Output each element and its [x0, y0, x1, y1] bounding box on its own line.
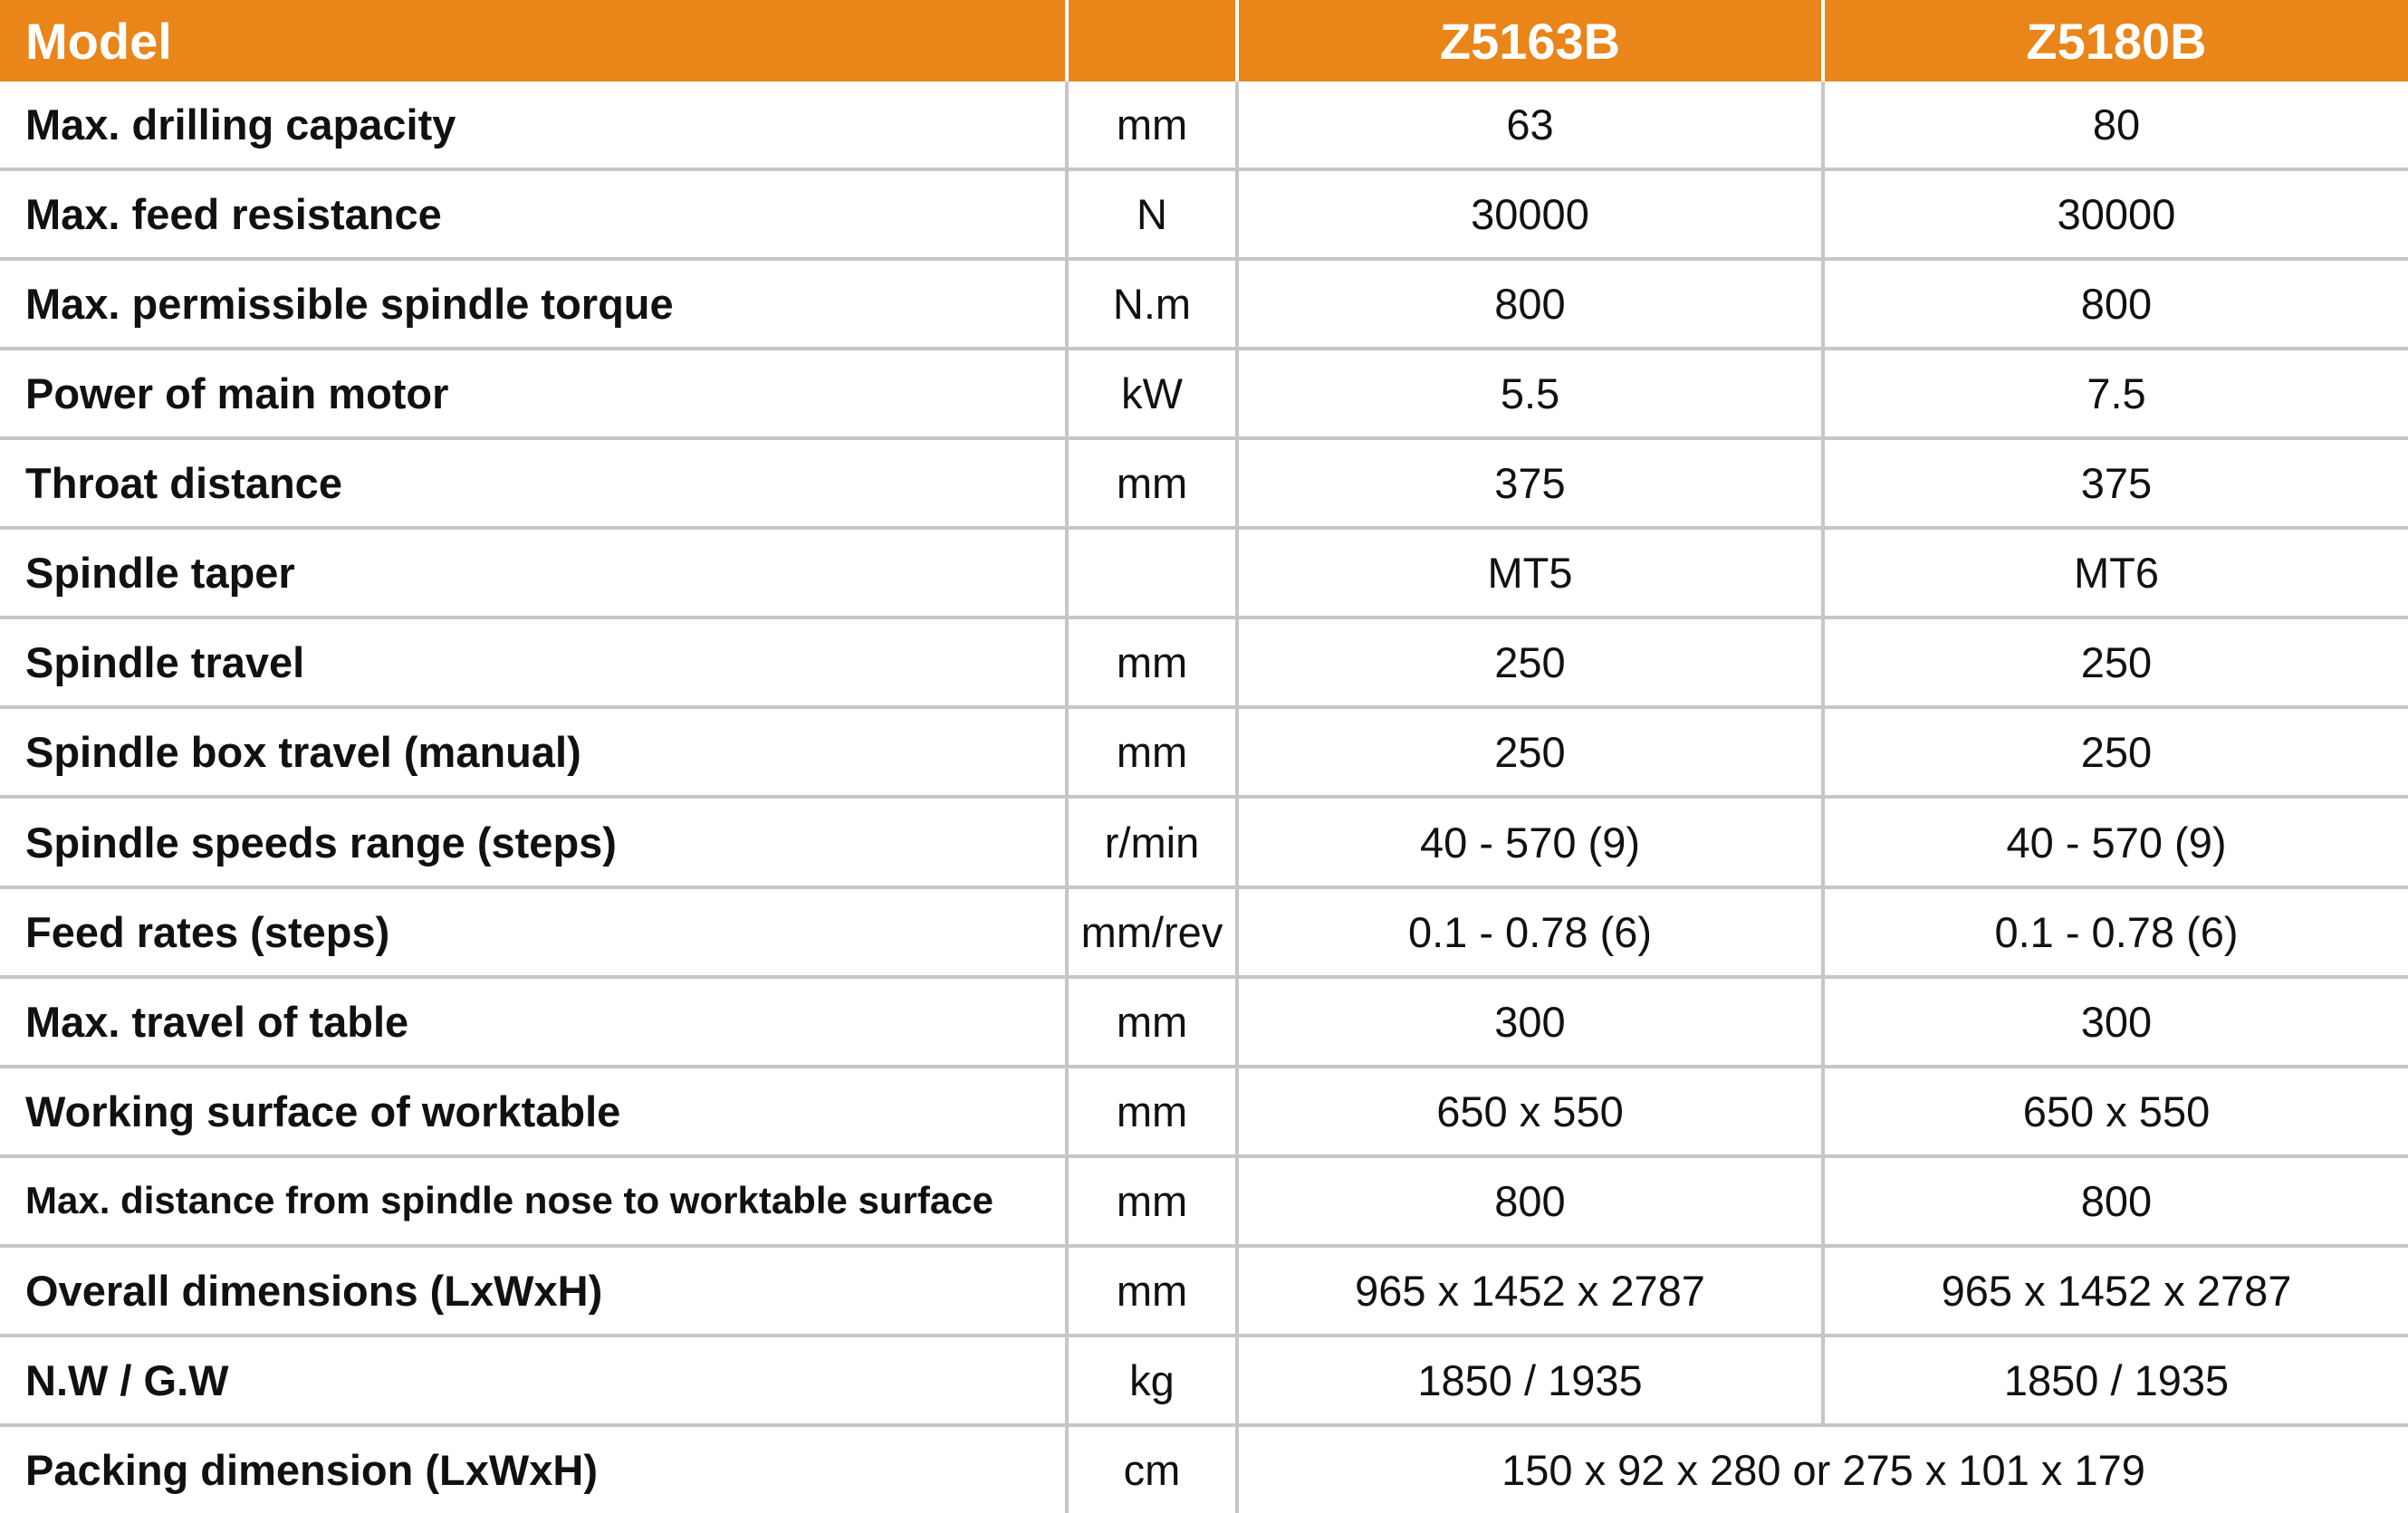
param-label: N.W / G.W [0, 1336, 1067, 1425]
table-row [0, 1156, 2408, 1246]
value-z5163b: 300 [1237, 977, 1823, 1067]
value-z5163b: 375 [1237, 438, 1823, 528]
value-z5180b: 800 [1823, 259, 2408, 349]
model-header: Model [0, 0, 1067, 81]
unit-cell: mm/rev [1067, 887, 1237, 977]
value-z5180b: 250 [1823, 618, 2408, 707]
unit-cell: mm [1067, 1246, 1237, 1336]
unit-cell: mm [1067, 977, 1237, 1067]
param-label: Throat distance [0, 438, 1067, 528]
value-z5163b: 5.5 [1237, 349, 1823, 438]
table-row [0, 259, 2408, 349]
value-z5163b: 40 - 570 (9) [1237, 797, 1823, 886]
value-z5163b: 250 [1237, 707, 1823, 797]
unit-cell: mm [1067, 1067, 1237, 1156]
value-z5180b: 80 [2092, 101, 2141, 149]
param-label: Overall dimensions (LxWxH) [0, 1246, 1067, 1336]
value-z5163b: 250 [1237, 618, 1823, 707]
unit-header [1067, 0, 1237, 81]
unit-cell: mm [1067, 81, 1237, 169]
value-z5163b: 650 x 550 [1237, 1067, 1823, 1156]
table-row [0, 977, 2408, 1067]
param-label: Max. travel of table [0, 977, 1067, 1067]
table-body [0, 81, 2408, 1513]
param-label: Spindle travel [0, 618, 1067, 707]
table-row [0, 707, 2408, 797]
value-z5163b: 965 x 1452 x 2787 [1237, 1246, 1823, 1336]
table-row [0, 1067, 2408, 1156]
unit-cell: kg [1067, 1336, 1237, 1425]
value-z5180b: 0.1 - 0.78 (6) [1823, 887, 2408, 977]
unit-cell: cm [1067, 1425, 1237, 1513]
value-z5180b: 375 [1823, 438, 2408, 528]
value-z5163b: 63 [1237, 81, 1823, 169]
model-z5180b-header: Z5180B [1823, 0, 2408, 81]
param-label: Spindle speeds range (steps) [0, 797, 1067, 886]
value-z5180b: 250 [1823, 707, 2408, 797]
table-row [0, 528, 2408, 618]
unit-cell: mm [1067, 438, 1237, 528]
param-label: Packing dimension (LxWxH) [0, 1425, 1067, 1513]
value-z5180b: 1850 / 1935 [1823, 1336, 2408, 1425]
param-label: Max. permissible spindle torque [0, 259, 1067, 349]
unit-cell [1067, 528, 1237, 618]
table-header-row [0, 0, 2408, 81]
value-packing: 150 x 92 x 280 or 275 x 101 x 179 [1237, 1425, 2408, 1513]
unit-cell: mm [1067, 707, 1237, 797]
value-z5180b: MT6 [1823, 528, 2408, 618]
value-z5180b: 300 [1823, 977, 2408, 1067]
param-label: Feed rates (steps) [0, 887, 1067, 977]
value-z5163b: 30000 [1237, 169, 1823, 259]
value-z5180b: 7.5 [1823, 349, 2408, 438]
param-label: Spindle box travel (manual) [0, 707, 1067, 797]
value-z5163b: 800 [1237, 1156, 1823, 1246]
table-row [0, 81, 2408, 169]
unit-cell: kW [1067, 349, 1237, 438]
table-row [0, 618, 2408, 707]
unit-cell: mm [1067, 618, 1237, 707]
value-z5180b: 650 x 550 [1823, 1067, 2408, 1156]
value-z5163b: 800 [1237, 259, 1823, 349]
param-label: Max. feed resistance [0, 169, 1067, 259]
value-z5180b: 800 [1823, 1156, 2408, 1246]
table-row [0, 169, 2408, 259]
table-row [0, 1246, 2408, 1336]
param-label: Max. distance from spindle nose to worktable surface [0, 1156, 1067, 1246]
value-z5163b: 0.1 - 0.78 (6) [1237, 887, 1823, 977]
value-z5180b: 30000 [1823, 169, 2408, 259]
unit-cell: N.m [1067, 259, 1237, 349]
table-row [0, 797, 2408, 886]
param-label: Max. drilling capacity [0, 81, 1067, 169]
param-label: Power of main motor [0, 349, 1067, 438]
unit-cell: mm [1067, 1156, 1237, 1246]
table-row [0, 1336, 2408, 1425]
value-z5180b: 40 - 570 (9) [1823, 797, 2408, 886]
model-z5163b-header: Z5163B [1237, 0, 1823, 81]
unit-cell: r/min [1067, 797, 1237, 886]
table-row-packing [0, 1425, 2408, 1513]
table-row [0, 887, 2408, 977]
table-row [0, 349, 2408, 438]
value-z5180b: 965 x 1452 x 2787 [1823, 1246, 2408, 1336]
param-label: Working surface of worktable [0, 1067, 1067, 1156]
value-z5163b: 1850 / 1935 [1237, 1336, 1823, 1425]
unit-cell: N [1067, 169, 1237, 259]
value-z5163b: MT5 [1237, 528, 1823, 618]
param-label: Spindle taper [0, 528, 1067, 618]
table-row [0, 438, 2408, 528]
